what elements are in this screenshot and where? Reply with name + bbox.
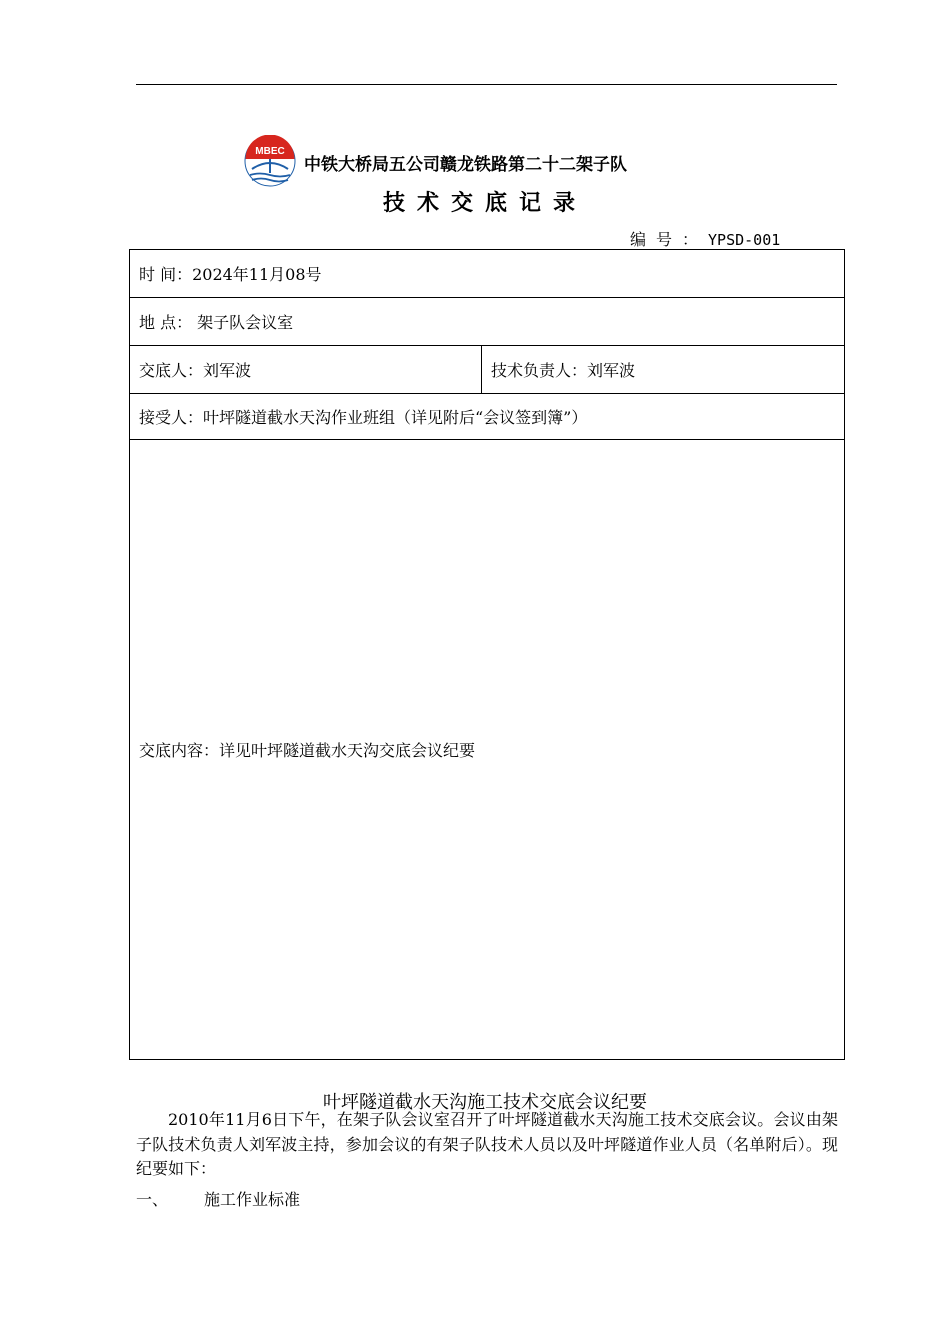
record-table <box>129 249 845 1060</box>
row-place <box>130 298 845 346</box>
row-receiver <box>130 394 845 440</box>
section-1-title: 施工作业标准 <box>204 1190 301 1209</box>
row-time <box>130 250 845 298</box>
place-field: 地 点： 架子队会议室 <box>130 298 845 346</box>
document-title: 技术交底记录 <box>382 191 587 216</box>
logo-text: MBEC <box>255 146 285 157</box>
time-field: 时 间：2024年11月08号 <box>130 250 845 298</box>
section-heading-1 <box>136 1187 300 1210</box>
header-rule <box>136 84 837 85</box>
minutes-paragraph: 2010年11月6日下午，在架子队会议室召开了叶坪隧道截水天沟施工技术交底会议。会议由架子队技术负责人刘军波主持，参加会议的有架子队技术人员以及叶坪隧道作业人员（名单附后）。现纪要如下： <box>136 1110 838 1178</box>
receiver-field: 接受人：叶坪隧道截水天沟作业班组（详见附后“会议签到簿”） <box>130 394 845 440</box>
row-content <box>130 440 845 1060</box>
document-number <box>630 227 780 250</box>
company-name: 中铁大桥局五公司赣龙铁路第二十二架子队 <box>304 155 627 175</box>
tech-lead-field: 技术负责人：刘军波 <box>482 346 845 394</box>
presenter-field: 交底人：刘军波 <box>130 346 482 394</box>
document-number-label: 编号： <box>630 230 709 249</box>
mbec-logo <box>244 135 296 187</box>
minutes-title: 叶坪隧道截水天沟施工技术交底会议纪要 <box>323 1092 647 1113</box>
section-1-number: 一、 <box>136 1190 169 1209</box>
row-persons <box>130 346 845 394</box>
document-number-value: YPSD-001 <box>708 231 781 249</box>
content-field: 交底内容：详见叶坪隧道截水天沟交底会议纪要 <box>130 440 845 1060</box>
